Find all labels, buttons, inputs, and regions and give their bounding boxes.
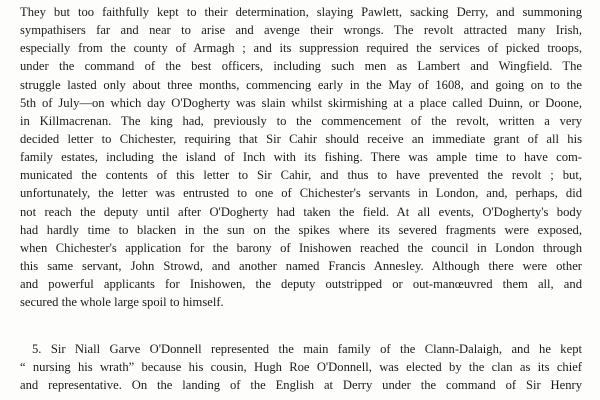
text-line: “ nursing his wrath” because his cousin, Hugh Roe O'Donnell, was elected by the clan as its chief [20,360,582,375]
text-line: They but too faithfully kept to their determination, slaying Pawlett, sacking Derry, and summoning [20,5,582,19]
text-line: especially from the county of Armagh ; and its suppression required the services of picked troops, [20,41,582,56]
text-line: in Killmacrenan. The king had, previously to the commencement of the revolt, written a very [20,113,582,128]
text-line: this same servant, John Strowd, and another named Francis Annesley. Although there were other [20,258,582,273]
text-line: 5th of July—on which day O'Dogherty was slain whilst skirmishing at a place called Duinn, or Doone, [20,95,582,110]
text-line: and representative. On the landing of the English at Derry under the command of Sir Henry [20,378,582,393]
text-line: not reach the deputy until after O'Dogherty had taken the field. At all events, O'Dogherty's body [20,204,582,219]
text-line: secured the whole large spoil to himself. [20,295,224,310]
paragraph [20,340,582,394]
text-line: had hardly time to blacken in the sun on the spikes where its severed fragments were exposed, [20,222,582,237]
text-line: municated the contents of this letter to Sir Cahir, and thus to have prevented the revolt ; but, [20,168,582,183]
text-line: when Chichester's application for the barony of Inishowen reached the council in London through [20,240,582,255]
text-line: decided letter to Chichester, requiring that Sir Cahir should receive an immediate grant of all his [20,131,582,146]
text-line: under the command of the best officers, including such men as Lambert and Wingfield. The [20,59,582,74]
text-line: unfortunately, the letter was entrusted to one of Chichester's servants in London, and, perhaps, did [20,186,582,201]
text-line: family estates, including the island of Inch with its fishing. There was ample time to have com- [20,150,582,165]
text-line: and powerful applicants for Inishowen, the deputy outstripped or out-manœuvred them all, and [20,277,582,292]
text-line: 5. Sir Niall Garve O'Donnell represented the main family of the Clann-Dalaigh, and he kept [32,342,582,356]
paragraph [20,3,582,311]
text-line: struggle lasted only about three months, commencing early in the May of 1608, and going on to the [20,77,582,92]
text-line: sympathisers far and near to arise and avenge their wrongs. The revolt attracted many Irish, [20,23,582,38]
